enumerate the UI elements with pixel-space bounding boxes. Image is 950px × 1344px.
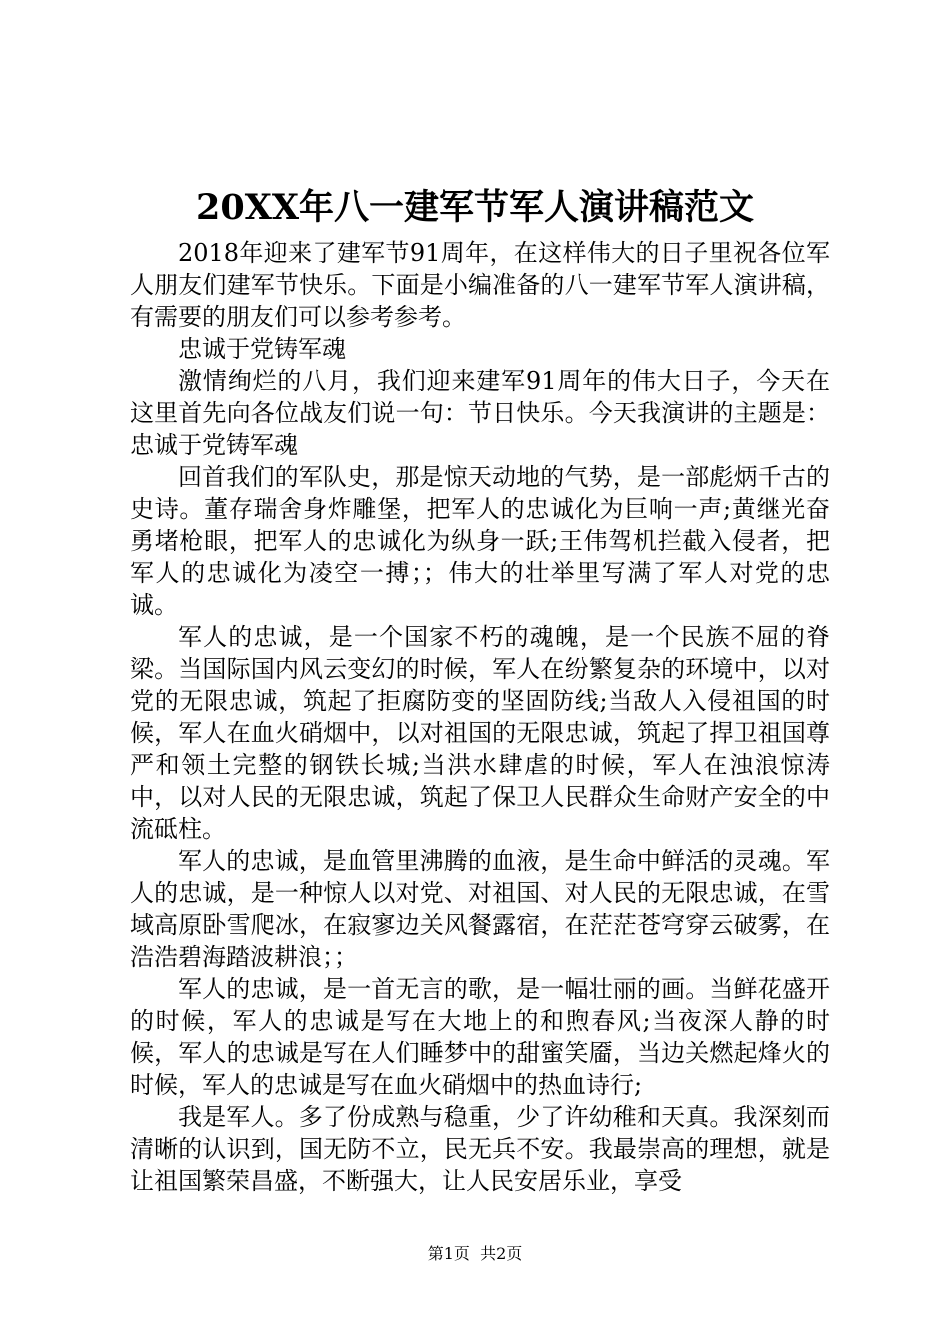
body-paragraph-5: 军人的忠诚，是一首无言的歌，是一幅壮丽的画。当鲜花盛开的时候，军人的忠诚是写在大地上的和煦春风;当夜深人静的时候，军人的忠诚是写在人们睡梦中的甜蜜笑靥，当边关燃起烽火的时候，军人的忠诚是写在血火硝烟中的热血诗行;	[130, 975, 830, 1099]
body-paragraph-4: 军人的忠诚，是血管里沸腾的血液，是生命中鲜活的灵魂。军人的忠诚，是一种惊人以对党、对祖国、对人民的无限忠诚，在雪域高原卧雪爬冰，在寂寥边关风餐露宿，在茫茫苍穹穿云破雾，在浩浩碧海踏波耕浪；；	[130, 847, 830, 971]
page-footer: 第1页 共2页	[427, 1244, 523, 1263]
section-heading: 忠诚于党铸军魂	[178, 335, 346, 363]
body-paragraph-6: 我是军人。多了份成熟与稳重，少了许幼稚和天真。我深刻而清晰的认识到，国无防不立，民无兵不安。我最崇高的理想，就是让祖国繁荣昌盛，不断强大，让人民安居乐业，享受	[130, 1103, 830, 1195]
body-paragraph-1: 激情绚烂的八月，我们迎来建军91周年的伟大日子，今天在这里首先向各位战友们说一句：节日快乐。今天我演讲的主题是：忠诚于党铸军魂	[130, 367, 830, 459]
body-paragraph-2: 回首我们的军队史，那是惊天动地的气势，是一部彪炳千古的史诗。董存瑞舍身炸雕堡，把军人的忠诚化为巨响一声;黄继光奋勇堵枪眼，把军人的忠诚化为纵身一跃;王伟驾机拦截入侵者，把军人的忠诚化为凌空一搏；；伟大的壮举里写满了军人对党的忠诚。	[130, 463, 830, 619]
body-paragraph-3: 军人的忠诚，是一个国家不朽的魂魄，是一个民族不屈的脊梁。当国际国内风云变幻的时候，军人在纷繁复杂的环境中，以对党的无限忠诚，筑起了拒腐防变的坚固防线;当敌人入侵祖国的时候，军人在血火硝烟中，以对祖国的无限忠诚，筑起了捍卫祖国尊严和领土完整的钢铁长城;当洪水肆虐的时候，军人在浊浪惊涛中，以对人民的无限忠诚，筑起了保卫人民群众生命财产安全的中流砥柱。	[130, 623, 830, 843]
document-title: 20XX年八一建军节军人演讲稿范文	[195, 187, 755, 228]
intro-paragraph: 2018年迎来了建军节91周年，在这样伟大的日子里祝各位军人朋友们建军节快乐。下面是小编准备的八一建军节军人演讲稿，有需要的朋友们可以参考参考。	[130, 239, 830, 331]
document-body	[130, 237, 830, 1197]
